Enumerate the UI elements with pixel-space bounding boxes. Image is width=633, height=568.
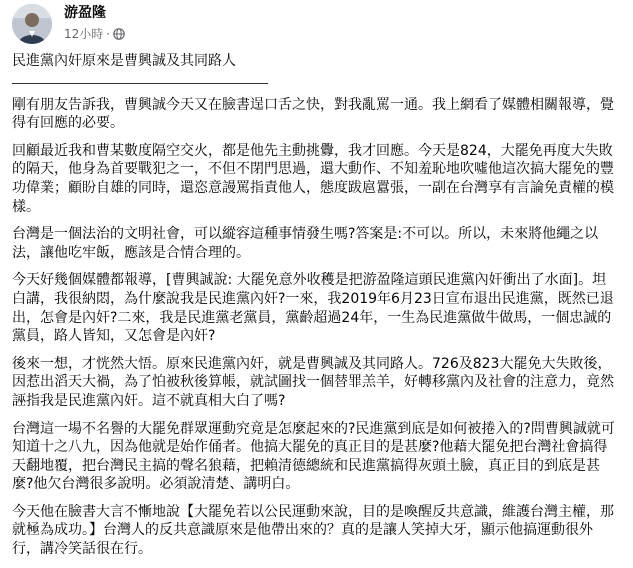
globe-icon[interactable] <box>113 28 125 40</box>
avatar-photo <box>12 4 52 44</box>
post-body <box>12 50 618 568</box>
post-header <box>12 0 617 50</box>
post-paragraph-6: 台灣這一場不名譽的大罷免群眾運動究竟是怎麼起來的?民進黨到底是如何被捲入的?問曹興誠就可知道十之八九，因為他就是始作俑者。他搞大罷免的真正目的是甚麼?他藉大罷免把台灣社會搞得天翻地覆，把台灣民主搞的聲名狼藉，把賴清德總統和民進黨搞得灰頭土臉，真正目的到底是甚麼?他欠台灣很多說明。必須說清楚、講明白。 <box>12 420 615 493</box>
dashed-divider <box>12 79 618 88</box>
meta-separator: · <box>106 27 111 41</box>
post-paragraph-3: 台灣是一個法治的文明社會，可以縱容這種事情發生嗎?答案是:不可以。所以，未來將他繩之以法，讓他吃牢飯，應該是合情合理的。 <box>12 226 599 261</box>
post-paragraph-4: 今天好幾個媒體都報導，[曹興誠說: 大罷免意外收穫是把游盈隆這頭民進黨內奸衝出了水面]。坦白講，我很納悶，為什麼說我是民進黨內奸?一來，我2019年6月23日宣布退出民進黨，既然已退出，怎會是內奸?二來，我是民進黨老黨員，黨齡超過24年，一生為民進黨做牛做馬，一個忠誠的黨員，路人皆知，又怎會是內奸? <box>12 272 614 345</box>
post-paragraph-7: 今天他在臉書大言不慚地說【大罷免若以公民運動來說，目的是喚醒反共意識，維護台灣主權，那就極為成功。】台灣人的反共意識原來是他帶出來的？真的是讓人笑掉大牙，顯示他搞運動很外行，講冷笑話很在行。 <box>12 503 614 558</box>
author-name[interactable]: 游盈隆 <box>64 5 106 21</box>
author-avatar[interactable] <box>12 4 52 44</box>
post-paragraph-1: 剛有朋友告訴我，曹興誠今天又在臉書逞口舌之快，對我亂罵一通。我上網看了媒體相關報導，覺得有回應的必要。 <box>12 96 614 132</box>
post-timestamp[interactable]: 12小時 <box>64 27 104 41</box>
post-paragraph-5: 後來一想，才恍然大悟。原來民進黨內奸，就是曹興誠及其同路人。726及823大罷免大失敗後，因惹出滔天大禍，為了怕被秋後算帳，就試圖找一個替罪羔羊，好轉移黨內及社會的注意力，竟然誣指我是民進黨內奸。這不就真相大白了嗎? <box>12 355 614 409</box>
post-paragraph-2: 回顧最近我和曹某數度隔空交火，都是他先主動挑釁，我才回應。今天是824，大罷免再度大失敗的隔天，他身為首要戰犯之一，不但不閉門思過，還大動作、不知羞恥地吹噓他這次搞大罷免的豐功偉業；顧盼自雄的同時，還恣意謾罵指責他人，態度跋扈囂張，一副在台灣享有言論免責權的模樣。 <box>12 142 614 215</box>
post-headline: 民進黨內奸原來是曹興誠及其同路人 <box>12 53 236 69</box>
post-meta <box>64 26 125 42</box>
divider-line <box>12 83 268 84</box>
